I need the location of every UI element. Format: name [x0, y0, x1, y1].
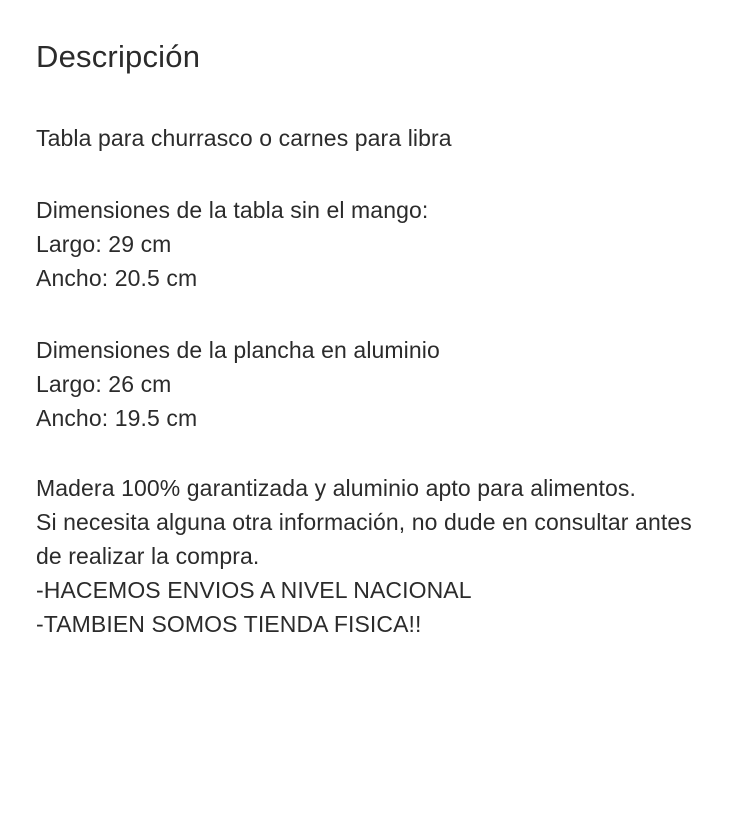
description-block-dimensiones-tabla — [36, 193, 704, 295]
description-line: Dimensiones de la tabla sin el mango: — [36, 197, 429, 224]
description-line: Dimensiones de la plancha en aluminio — [36, 337, 440, 364]
description-block-detalles — [36, 471, 704, 641]
description-line: Tabla para churrasco o carnes para libra — [36, 125, 452, 152]
page-title: Descripción — [36, 39, 201, 74]
description-line: Largo: 26 cm — [36, 371, 172, 398]
description-line: -TAMBIEN SOMOS TIENDA FISICA!! — [36, 611, 422, 638]
description-line: Madera 100% garantizada y aluminio apto para alimentos. — [36, 475, 637, 502]
description-block-intro — [36, 121, 704, 155]
description-line: Si necesita alguna otra información, no dude en consultar antes de realizar la compra. — [36, 509, 692, 570]
description-line: Ancho: 20.5 cm — [36, 265, 198, 292]
description-line: Ancho: 19.5 cm — [36, 405, 198, 432]
description-line: Largo: 29 cm — [36, 231, 172, 258]
description-line: -HACEMOS ENVIOS A NIVEL NACIONAL — [36, 577, 472, 604]
description-block-dimensiones-plancha — [36, 333, 704, 435]
